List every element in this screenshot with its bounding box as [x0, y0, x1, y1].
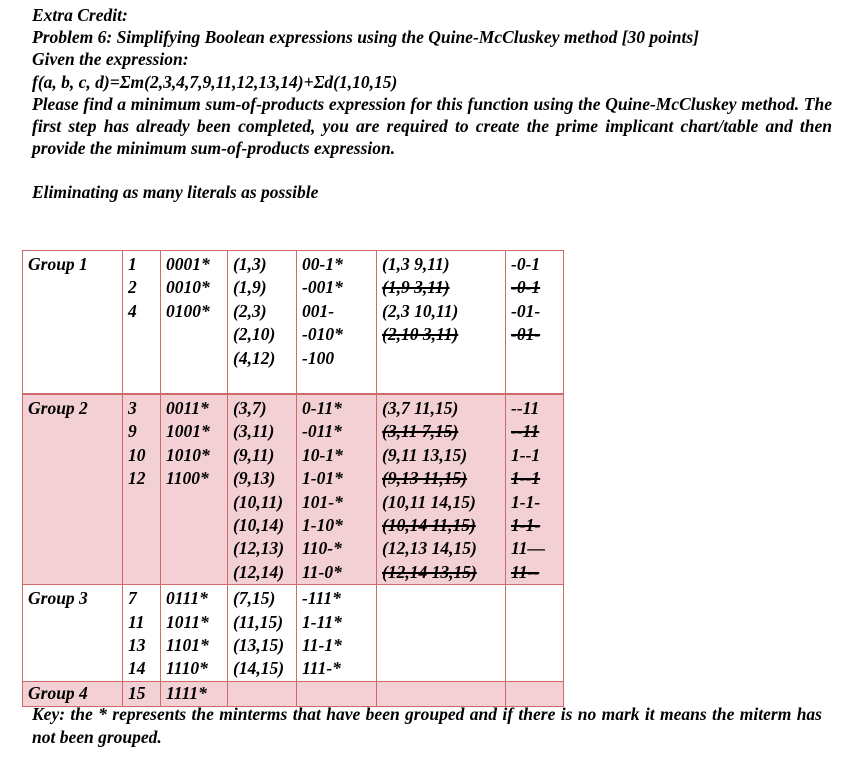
cell-entry: (4,12) — [233, 347, 276, 368]
struck-entry: (1,9 3,11) — [382, 277, 450, 298]
cell-entry: 1101* — [166, 634, 209, 655]
struck-entry: -01- — [511, 324, 541, 345]
cell-entry: 3 — [128, 398, 137, 418]
cell-entry: (2,3 10,11) — [382, 300, 459, 321]
problem-title: Problem 6: Simplifying Boolean expressions using the Quine-McCluskey method [30 points] — [32, 27, 699, 48]
pairs-cell — [228, 251, 297, 395]
cell-entry: (9,11 13,15) — [382, 444, 468, 465]
key-note: Key: the * represents the minterms that have been grouped and if there is no mark it means the miterm has not been grouped. — [32, 704, 822, 747]
minterms-cell — [123, 394, 161, 585]
quads-cell — [377, 251, 506, 395]
cell-entry: -111* — [302, 588, 341, 609]
group-row — [23, 394, 564, 585]
struck-entry: --11 — [511, 421, 540, 442]
quads-cell — [377, 585, 506, 682]
pairs-cell — [228, 585, 297, 682]
cell-entry: -011* — [302, 421, 342, 442]
cell-entry: 111-* — [302, 658, 341, 679]
cell-entry: 001- — [302, 300, 335, 321]
cell-entry: (1,3 9,11) — [382, 254, 450, 274]
cell-entry: 0011* — [166, 398, 209, 418]
cell-entry: (12,14) — [233, 561, 285, 582]
cell-entry: (9,11) — [233, 444, 275, 465]
instructions-paragraph: Please find a minimum sum-of-products expression for this function using the Quine-McCluskey method. The first step has already been completed, you are required to create the prime implicant chart/table and then provide the minimum sum-of-products expression. — [32, 93, 832, 159]
cell-entry: 9 — [128, 421, 137, 442]
function-expression: f(a, b, c, d)=Σm(2,3,4,7,9,11,12,13,14)+Σd(1,10,15) — [32, 71, 398, 92]
cell-entry: (2,10) — [233, 324, 276, 345]
cell-entry: (10,11 14,15) — [382, 491, 476, 512]
cell-entry: (14,15) — [233, 658, 285, 679]
struck-entry: 1--1 — [511, 468, 541, 489]
cell-entry: (13,15) — [233, 634, 285, 655]
problem-intro — [32, 4, 832, 204]
cell-entry: -010* — [302, 324, 343, 345]
given-label: Given the expression: — [32, 49, 189, 70]
cell-entry: 101-* — [302, 491, 343, 512]
group-label-cell — [23, 585, 123, 682]
cell-entry: (2,3) — [233, 300, 267, 321]
cell-entry: 11 — [128, 611, 145, 632]
cell-entry: (10,14) — [233, 514, 285, 535]
cell-entry: 0010* — [166, 277, 210, 298]
pairs-cell — [228, 394, 297, 585]
cell-entry: 1010* — [166, 444, 210, 465]
cell-entry: 1 — [128, 254, 137, 274]
quads-cell — [377, 394, 506, 585]
group-row — [23, 251, 564, 395]
cell-entry: 7 — [128, 588, 137, 609]
struck-entry: (2,10 3,11) — [382, 324, 459, 345]
cell-entry: -0-1 — [511, 254, 541, 274]
spacer — [32, 159, 832, 181]
quad-terms-cell — [506, 585, 564, 682]
cell-entry: 1110* — [166, 658, 208, 679]
binary-cell — [161, 394, 228, 585]
cell-entry: 2 — [128, 277, 137, 298]
cell-entry: 0-11* — [302, 398, 342, 418]
cell-entry: Group 2 — [28, 398, 88, 418]
cell-entry: Group 3 — [28, 588, 88, 609]
group-row — [23, 585, 564, 682]
struck-entry: 11-- — [511, 561, 540, 582]
cell-entry: (3,11) — [233, 421, 275, 442]
cell-entry: 11-1* — [302, 634, 342, 655]
cell-entry: (9,13) — [233, 468, 276, 489]
cell-entry: 10-1* — [302, 444, 343, 465]
binary-cell — [161, 251, 228, 395]
cell-entry: (11,15) — [233, 611, 284, 632]
struck-entry: 1-1- — [511, 514, 541, 535]
pair-terms-cell — [297, 394, 377, 585]
cell-entry: (10,11) — [233, 491, 284, 512]
group-label-cell — [23, 251, 123, 395]
cell-entry: 0100* — [166, 300, 210, 321]
cell-entry: 4 — [128, 300, 137, 321]
cell-entry: 11-0* — [302, 561, 342, 582]
cell-entry: Group 4 — [28, 683, 88, 704]
cell-entry: 1-01* — [302, 468, 343, 489]
cell-entry: 1--1 — [511, 444, 541, 465]
cell-entry: 00-1* — [302, 254, 343, 274]
cell-entry: Group 1 — [28, 254, 88, 274]
cell-entry: 12 — [128, 468, 146, 489]
cell-entry: 1-10* — [302, 514, 343, 535]
quine-mccluskey-table — [22, 250, 564, 707]
cell-entry: (12,13 14,15) — [382, 538, 477, 559]
cell-entry: 1111* — [166, 683, 207, 704]
minterms-cell — [123, 251, 161, 395]
cell-entry: 11— — [511, 538, 546, 559]
cell-entry: 1-11* — [302, 611, 342, 632]
cell-entry: 110-* — [302, 538, 342, 559]
cell-entry: 1011* — [166, 611, 209, 632]
cell-entry: (3,7) — [233, 398, 267, 418]
group-label-cell — [23, 394, 123, 585]
table-body — [23, 251, 564, 707]
struck-entry: (9,13 11,15) — [382, 468, 468, 489]
cell-entry: 0111* — [166, 588, 208, 609]
pair-terms-cell — [297, 585, 377, 682]
pair-terms-cell — [297, 251, 377, 395]
quad-terms-cell — [506, 251, 564, 395]
cell-entry: 14 — [128, 658, 146, 679]
cell-entry: --11 — [511, 398, 540, 418]
cell-entry: -001* — [302, 277, 343, 298]
cell-entry: -01- — [511, 300, 541, 321]
cell-entry: 1001* — [166, 421, 210, 442]
cell-entry: (3,7 11,15) — [382, 398, 459, 418]
cell-entry: (7,15) — [233, 588, 276, 609]
binary-cell — [161, 585, 228, 682]
struck-entry: (3,11 7,15) — [382, 421, 459, 442]
struck-entry: (10,14 11,15) — [382, 514, 476, 535]
minterms-cell — [123, 585, 161, 682]
struck-entry: (12,14 13,15) — [382, 561, 477, 582]
cell-entry: (1,9) — [233, 277, 267, 298]
cell-entry: 10 — [128, 444, 146, 465]
extra-credit-label: Extra Credit: — [32, 5, 128, 25]
cell-entry: 13 — [128, 634, 146, 655]
cell-entry: 0001* — [166, 254, 210, 274]
cell-entry: (1,3) — [233, 254, 267, 274]
quad-terms-cell — [506, 394, 564, 585]
struck-entry: -0-1 — [511, 277, 541, 298]
cell-entry: 15 — [128, 683, 146, 704]
cell-entry: -100 — [302, 347, 335, 368]
cell-entry: 1-1- — [511, 491, 541, 512]
cell-entry: 1100* — [166, 468, 209, 489]
section-heading: Eliminating as many literals as possible — [32, 182, 319, 203]
cell-entry: (12,13) — [233, 538, 285, 559]
